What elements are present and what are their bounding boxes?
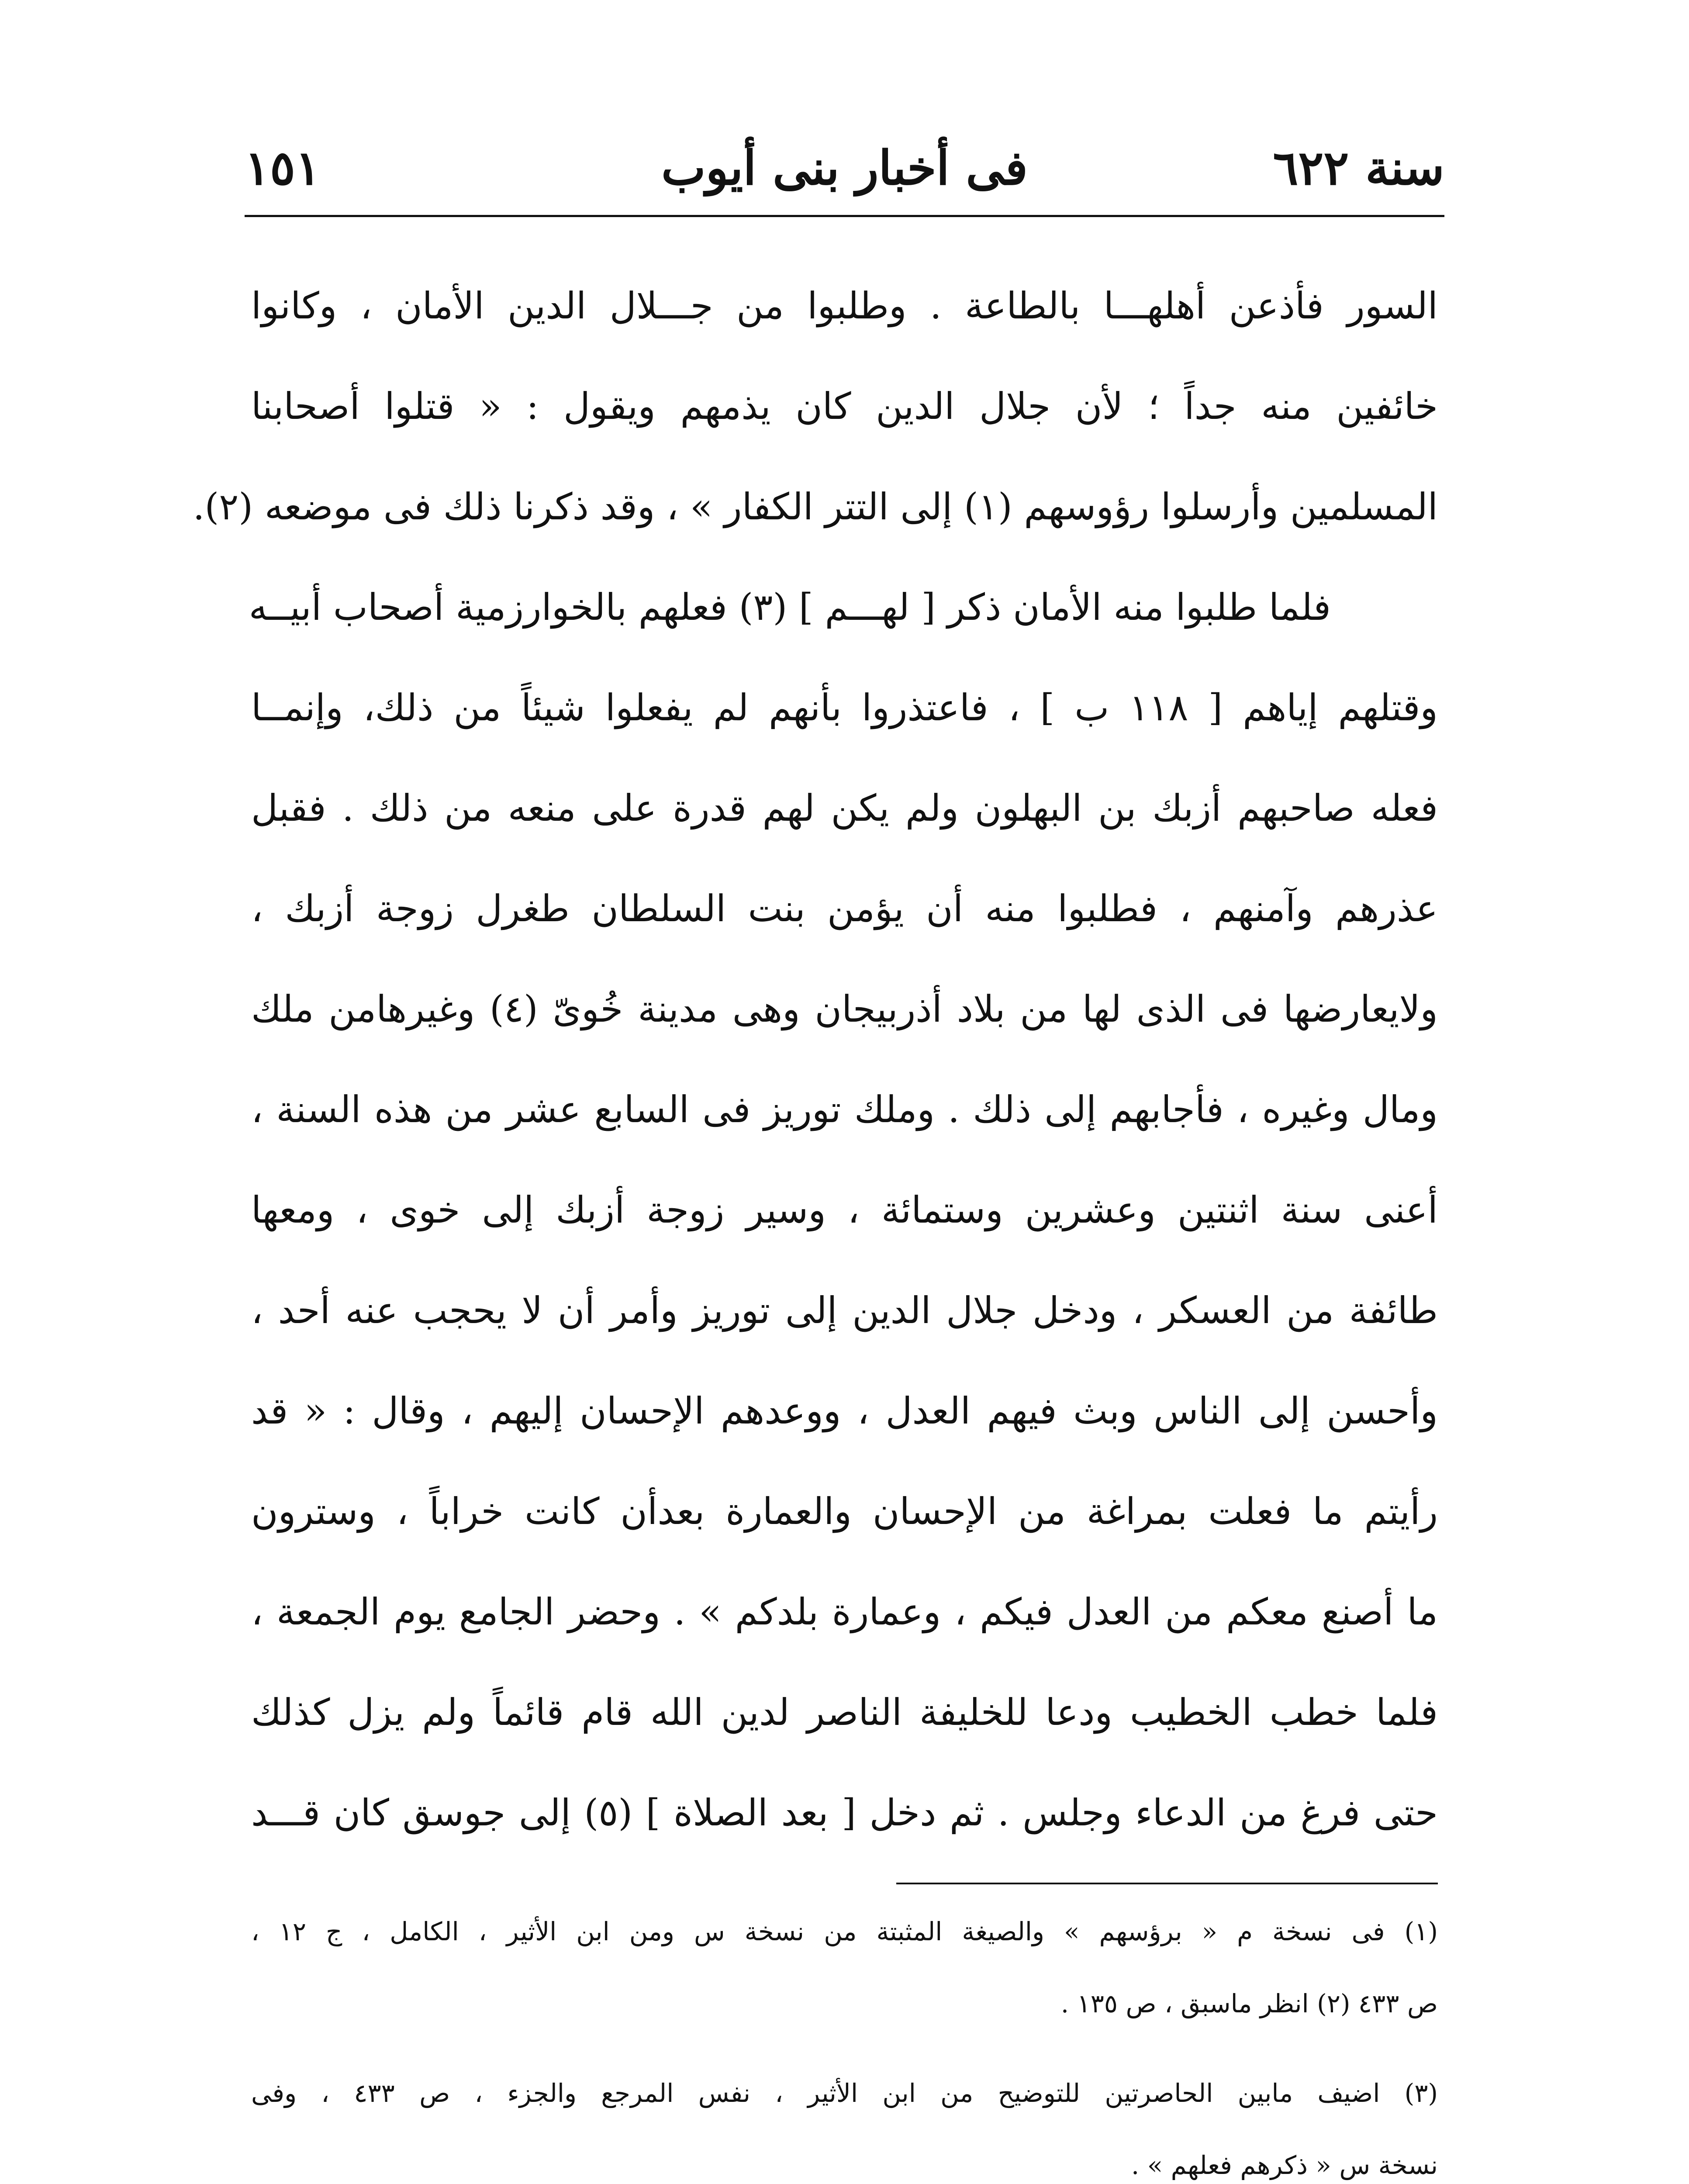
text-line: وقتلهم إياهم [ ١١٨ ب ] ، فاعتذروا بأنهم لم يفعلوا شيئاً من ذلك، وإنمــا [251,686,1438,729]
header-year: سنة ٦٢٢ [1273,141,1444,196]
footnote-line: ص ٤٣٣ (٢) انظر ماسبق ، ص ١٣٥ . [1060,1989,1438,2018]
main-text [193,256,1438,1863]
footnote-rule [896,1883,1438,1884]
text-line: ومال وغيره ، فأجابهم إلى ذلك . وملك توريز فى السابع عشر من هذه السنة ، [251,1088,1438,1131]
text-line: السور فأذعن أهلهـــا بالطاعة . وطلبوا من جـــلال الدين الأمان ، وكانوا [251,284,1438,327]
text-line: المسلمين وأرسلوا رؤوسهم (١) إلى التتر الكفار » ، وقد ذكرنا ذلك فى موضعه (٢). [193,485,1438,528]
footnote-line: (١) فى نسخة م « برؤسهم » والصيغة المثبتة من نسخة س ومن ابن الأثير ، الكامل ، ج ١٢ ، [251,1917,1438,1946]
footnote-line: نسخة س « ذكرهم فعلهم » . [1131,2150,1438,2180]
header-rule [245,215,1444,217]
text-line: ولايعارضها فى الذى لها من بلاد أذربيجان وهى مدينة خُوىّ (٤) وغيرهامن ملك [251,988,1438,1030]
footnote-line: (٣) اضيف مابين الحاصرتين للتوضيح من ابن الأثير ، نفس المرجع والجزء ، ص ٤٣٣ ، وفى [251,2078,1438,2108]
text-line: وأحسن إلى الناس وبث فيهم العدل ، ووعدهم الإحسان إليهم ، وقال : « قد [251,1389,1438,1432]
page-number: ١٥١ [245,141,321,196]
text-line: حتى فرغ من الدعاء وجلس . ثم دخل [ بعد الصلاة ] (٥) إلى جوسق كان قـــد [251,1791,1438,1834]
text-line: طائفة من العسكر ، ودخل جلال الدين إلى توريز وأمر أن لا يحجب عنه أحد ، [251,1289,1438,1332]
text-line: عذرهم وآمنهم ، فطلبوا منه أن يؤمن بنت السلطان طغرل زوجة أزبك ، [251,887,1438,930]
footnotes [251,1896,1438,2184]
running-header [245,131,1444,205]
text-line: خائفين منه جداً ؛ لأن جلال الدين كان يذمهم ويقول : « قتلوا أصحابنا [251,385,1438,428]
header-title: فى أخبار بنى أيوب [661,141,1028,196]
text-line: ما أصنع معكم من العدل فيكم ، وعمارة بلدكم » . وحضر الجامع يوم الجمعة ، [251,1590,1438,1633]
text-line: أعنى سنة اثنتين وعشرين وستمائة ، وسير زوجة أزبك إلى خوى ، ومعها [251,1189,1438,1231]
text-line: فلما خطب الخطيب ودعا للخليفة الناصر لدين الله قام قائماً ولم يزل كذلك [251,1691,1438,1734]
text-line: فعله صاحبهم أزبك بن البهلون ولم يكن لهم قدرة على منعه من ذلك . فقبل [251,787,1438,829]
text-line: رأيتم ما فعلت بمراغة من الإحسان والعمارة بعدأن كانت خراباً ، وسترون [251,1490,1438,1533]
text-line: فلما طلبوا منه الأمان ذكر [ لهـــم ] (٣) فعلهم بالخوارزمية أصحاب أبيــه [249,586,1331,629]
